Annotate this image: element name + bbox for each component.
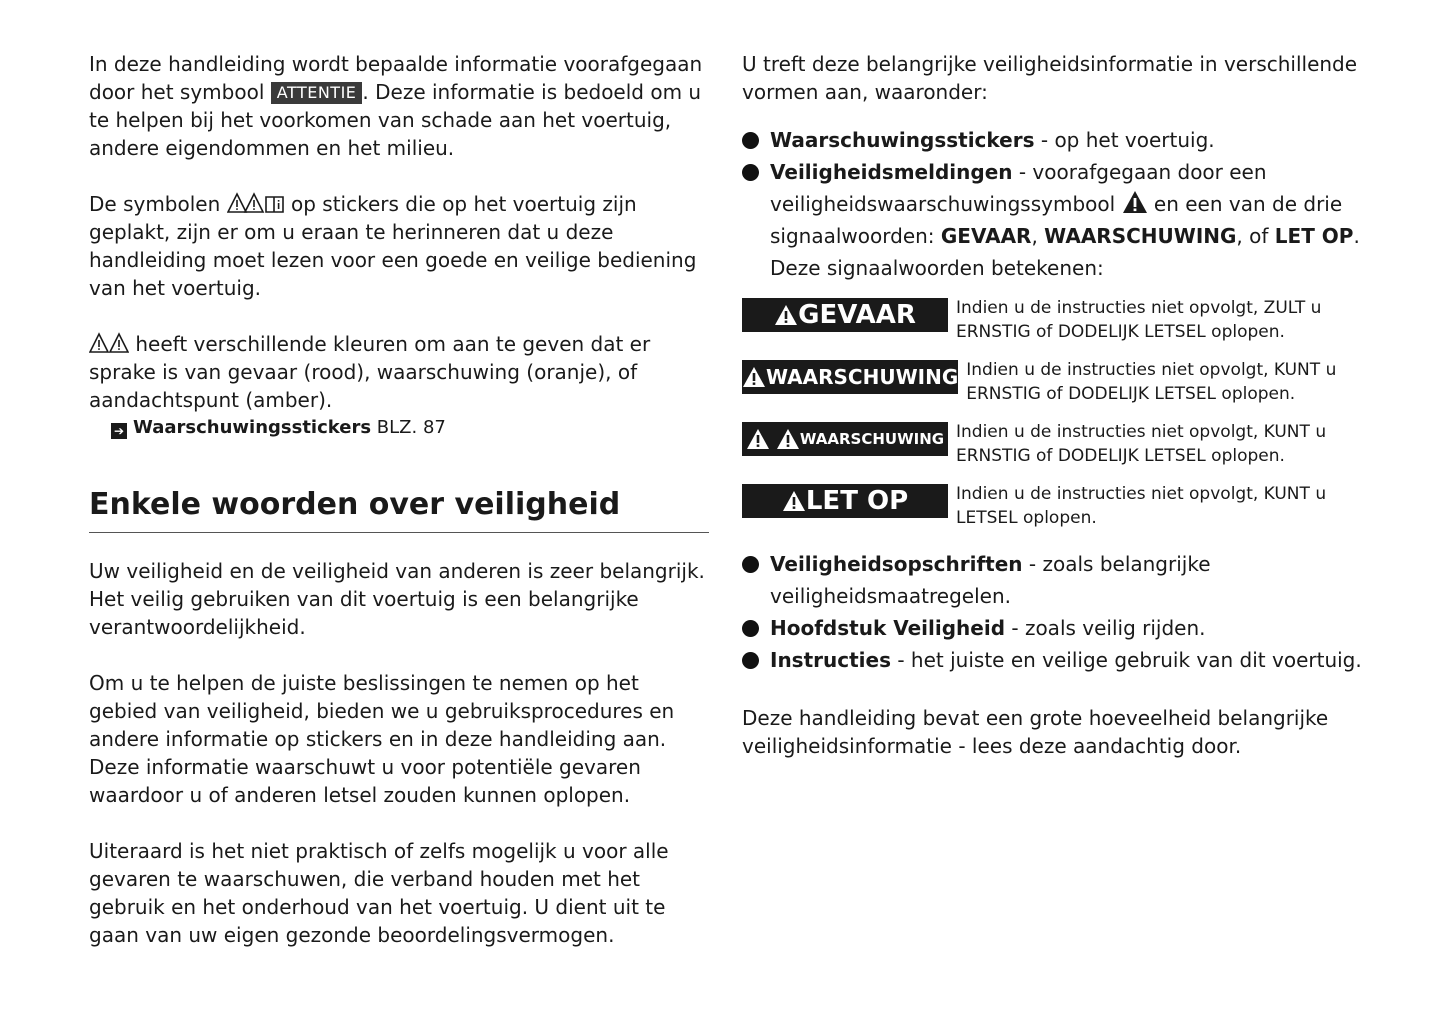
text: Hoofdstuk Veiligheid [770,616,1006,640]
paragraph-colors [89,330,709,414]
warning-icon [746,428,770,450]
paragraph-closing: Deze handleiding bevat een grote hoeveelheid belangrijke veiligheidsinformatie - lees deze aandachtig door. [742,706,1329,758]
paragraph-symbols [89,190,709,302]
text: , of [1236,224,1275,248]
signal-description: Indien u de instructies niet opvolgt, KUNT u ERNSTIG of DODELIJK LETSEL oplopen. [966,360,1337,404]
warning-symbols-icon [227,192,285,214]
reference-page: BLZ. 87 [376,417,446,438]
signal-badge-waarschuwing [742,360,958,394]
bullet-icon [742,132,759,149]
warning-icon [774,304,798,326]
signal-badge-gevaar [742,298,948,332]
text: De symbolen [89,192,221,216]
text: In deze handleiding wordt bepaalde informatie voorafgegaan door het symbool [89,52,703,104]
signal-row-let-op [742,484,1382,530]
text: - het juiste en veilige gebruik van dit voertuig. [891,648,1362,672]
signal-badge-waarschuwing-double [742,422,948,456]
text: heeft verschillende kleuren om aan te geven dat er sprake is van gevaar (rood), waarschuwing (oranje), of aandachtspunt (amber). [89,332,651,412]
bullet-icon [742,556,759,573]
warning-icon [742,366,766,388]
text: . [1353,224,1360,248]
section-heading: Enkele woorden over veiligheid [89,486,709,533]
text: Waarschuwingsstickers [770,128,1035,152]
signal-description: Indien u de instructies niet opvolgt, KUNT u ERNSTIG of DODELIJK LETSEL oplopen. [956,422,1327,466]
paragraph-intro: U treft deze belangrijke veiligheidsinformatie in verschillende vormen aan, waaronder: [742,52,1358,104]
text: - zoals belangrijke veiligheidsmaatregelen. [770,552,1211,608]
text: WAARSCHUWING [766,365,959,389]
attentie-badge: ATTENTIE [271,82,363,104]
text: Deze signaalwoorden betekenen: [770,256,1104,280]
bullet-icon [742,620,759,637]
text: WAARSCHUWING [1044,224,1237,248]
text: op stickers die op het voertuig zijn geplakt, zijn er om u eraan te herinneren dat u deze handleiding moet lezen voor een goede en veilige bediening van het voertuig. [89,192,697,300]
warning-icon [782,490,806,512]
paragraph-judgement: Uiteraard is het niet praktisch of zelfs mogelijk u voor alle gevaren te waarschuwen, die verband houden met het gebruik en het onderhoud van het voertuig. U dient uit te gaan van uw eigen gezonde beoordelingsvermogen. [89,839,669,947]
list-item [742,156,1382,284]
signal-row-waarschuwing [742,360,1382,406]
warning-icon [776,428,800,450]
bullet-list-bottom [742,548,1382,676]
arrow-right-icon: ➔ [111,423,127,439]
text: WAARSCHUWING [799,430,945,448]
text: . Deze informatie is bedoeld om u te helpen bij het voorkomen van schade aan het voertuig, andere eigendommen en het milieu. [89,80,702,160]
warning-triangles-icon [89,332,129,354]
left-column [89,50,709,949]
text: - op het voertuig. [1034,128,1215,152]
text: Instructies [770,648,891,672]
signal-description: Indien u de instructies niet opvolgt, KUNT u LETSEL oplopen. [956,484,1327,528]
paragraph-safety: Uw veiligheid en de veiligheid van anderen is zeer belangrijk. Het veilig gebruiken van dit voertuig is een belangrijke verantwoordelijkheid. [89,559,705,639]
list-item [742,548,1382,612]
signal-word-table [742,298,1382,530]
signal-badge-let-op [742,484,948,518]
signal-row-gevaar [742,298,1382,344]
paragraph-attentie [89,50,709,162]
reference-label: Waarschuwingsstickers [133,417,372,438]
text: Veiligheidsopschriften [770,552,1023,576]
text: GEVAAR [798,300,916,330]
signal-description: Indien u de instructies niet opvolgt, ZULT u ERNSTIG of DODELIJK LETSEL oplopen. [956,298,1322,342]
text: - zoals veilig rijden. [1005,616,1206,640]
list-item [742,612,1382,644]
signal-row-waarschuwing-2 [742,422,1382,468]
list-item [742,124,1382,156]
list-item [742,644,1382,676]
text: , [1031,224,1045,248]
paragraph-procedures: Om u te helpen de juiste beslissingen te nemen op het gebied van veiligheid, bieden we u gebruiksprocedures en andere informatie op stickers en in deze handleiding aan. Deze informatie waarschuwt u voor potentiële gevaren waardoor u of anderen letsel zouden kunnen oplopen. [89,671,675,807]
text: GEVAAR [940,224,1032,248]
text: LET OP [805,486,909,516]
bullet-icon [742,652,759,669]
right-column [742,50,1382,760]
text: en een van de drie signaalwoorden: [770,192,1343,248]
bullet-list-top [742,124,1382,284]
text: Veiligheidsmeldingen [770,160,1013,184]
bullet-icon [742,164,759,181]
warning-filled-icon [1122,190,1148,214]
text: - voorafgegaan door een veiligheidswaarschuwingssymbool [770,160,1267,216]
page-reference-link[interactable] [89,414,709,442]
text: LET OP [1274,224,1354,248]
